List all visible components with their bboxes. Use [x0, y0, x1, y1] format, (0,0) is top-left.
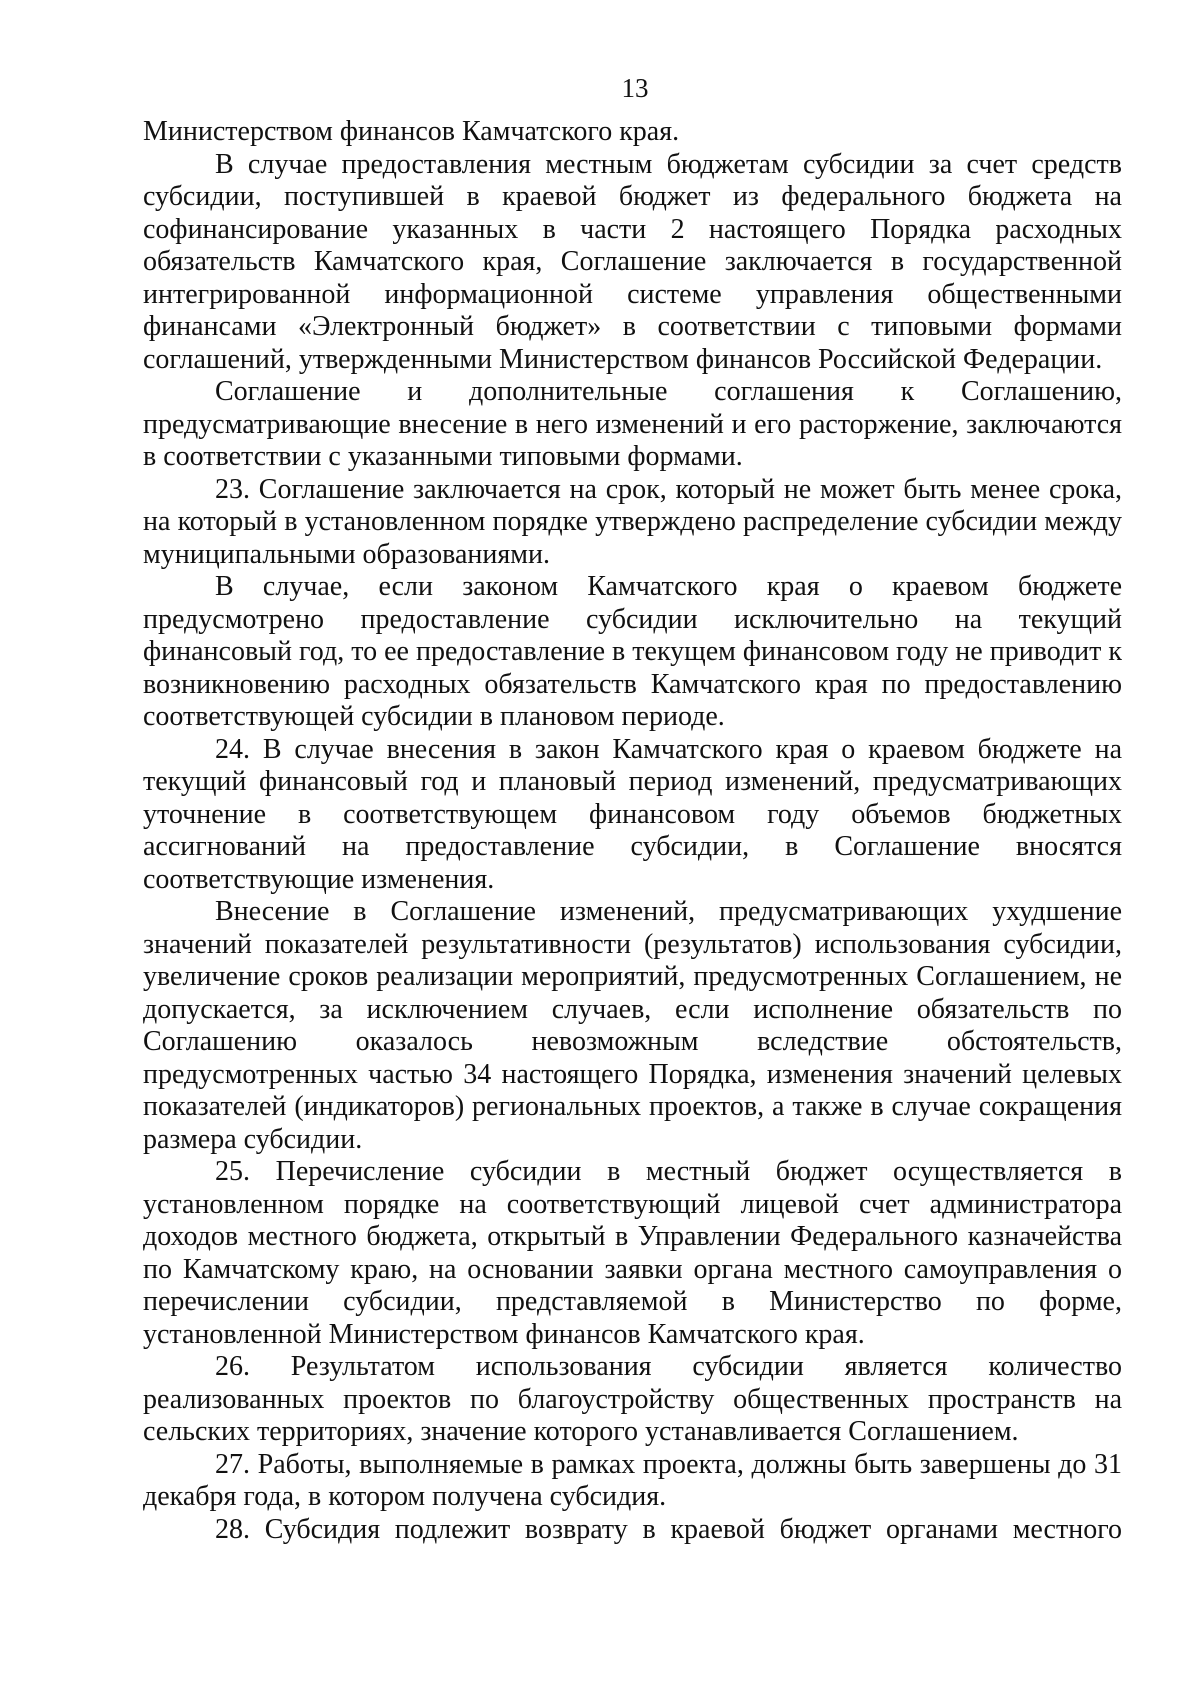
paragraph-clause-24: 24. В случае внесения в закон Камчатского края о краевом бюджете на текущий финансовый год и плановый период изменений, предусматривающих уточнение в соответствующем финансовом году объемов бюджетных ассигнований на предоставление субсидии, в Соглашение вносятся соответствующие изменения. [143, 733, 1122, 895]
paragraph-clause-28: 28. Субсидия подлежит возврату в краевой бюджет органами местного [215, 1513, 1122, 1545]
paragraph: Соглашение и дополнительные соглашения к Соглашению, предусматривающие внесение в него изменений и его расторжение, заключаются в соответствии с указанными типовыми формами. [143, 376, 1122, 472]
paragraph-clause-26: 26. Результатом использования субсидии является количество реализованных проектов по благоустройству общественных пространств на сельских территориях, значение которого устанавливается Соглашением. [143, 1351, 1122, 1447]
paragraph: В случае предоставления местным бюджетам субсидии за счет средств субсидии, поступившей в краевой бюджет из федерального бюджета на софинансирование указанных в части 2 настоящего Порядка расходных обязательств Камчатского края, Соглашение заключается в государственной интегрированной информационной системе управления общественными финансами «Электронный бюджет» в соответствии с типовыми формами соглашений, утвержденными Министерством финансов Российской Федерации. [143, 148, 1122, 375]
paragraph-clause-25: 25. Перечисление субсидии в местный бюджет осуществляется в установленном порядке на соответствующий лицевой счет администратора доходов местного бюджета, открытый в Управлении Федерального казначейства по Камчатскому краю, на основании заявки органа местного самоуправления о перечислении субсидии, представляемой в Министерство по форме, установленной Министерством финансов Камчатского края. [143, 1156, 1122, 1350]
paragraph-clause-23: 23. Соглашение заключается на срок, который не может быть менее срока, на который в установленном порядке утверждено распределение субсидии между муниципальными образованиями. [143, 473, 1122, 570]
document-body [143, 116, 1122, 1546]
paragraph-clause-27: 27. Работы, выполняемые в рамках проекта, должны быть завершены до 31 декабря года, в котором получена субсидия. [143, 1448, 1122, 1512]
paragraph: Министерством финансов Камчатского края. [143, 116, 680, 147]
page-number: 13 [621, 73, 649, 103]
paragraph: Внесение в Соглашение изменений, предусматривающих ухудшение значений показателей результативности (результатов) использования субсидии, увеличение сроков реализации мероприятий, предусмотренных Соглашением, не допускается, за исключением случаев, если исполнение обязательств по Соглашению оказалось невозможным вследствие обстоятельств, предусмотренных частью 34 настоящего Порядка, изменения значений целевых показателей (индикаторов) региональных проектов, а также в случае сокращения размера субсидии. [143, 896, 1122, 1155]
paragraph: В случае, если законом Камчатского края о краевом бюджете предусмотрено предоставление субсидии исключительно на текущий финансовый год, то ее предоставление в текущем финансовом году не приводит к возникновению расходных обязательств Камчатского края по предоставлению соответствующей субсидии в плановом периоде. [143, 571, 1122, 732]
